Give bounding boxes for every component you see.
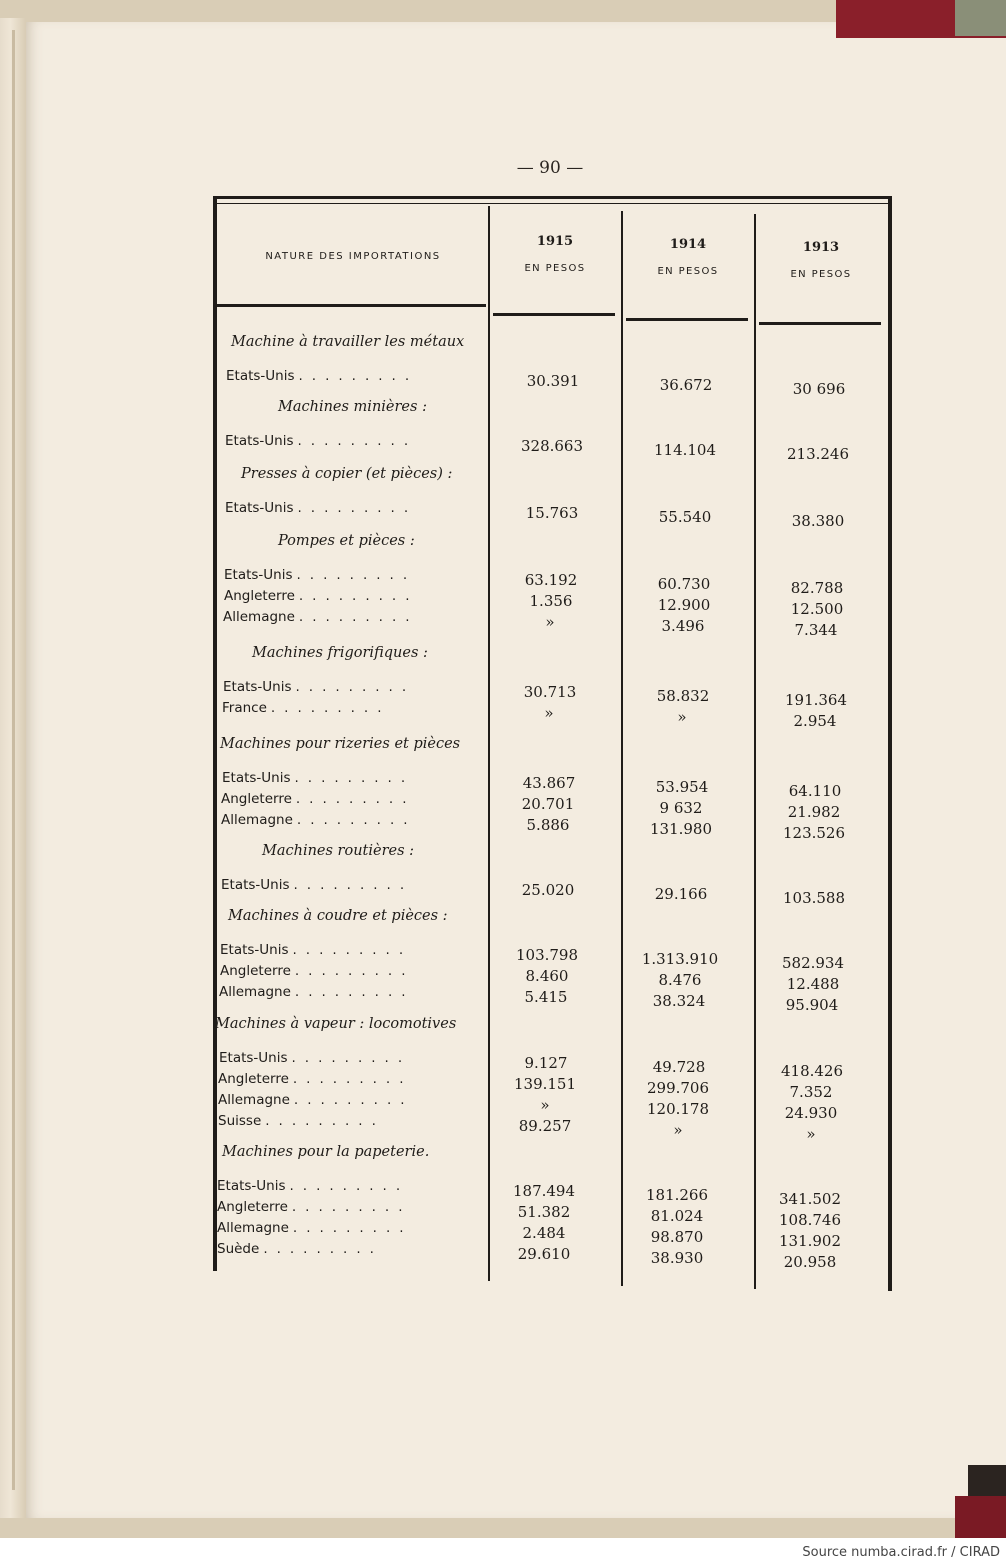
header-col-1915 — [490, 234, 620, 274]
section-title: Machines pour la papeterie. — [222, 1144, 430, 1160]
source-credit: Source numba.cirad.fr / CIRAD — [802, 1545, 1000, 1560]
value-1913: 103.588 — [782, 889, 846, 907]
country-name: Etats-Unis — [222, 770, 291, 786]
header-col-1914 — [623, 237, 753, 277]
country-name: Allemagne — [218, 1092, 290, 1108]
header-bottom-rule — [216, 304, 486, 307]
section-title: Machines minières : — [278, 399, 427, 415]
country-cell — [226, 368, 496, 384]
value-1915: 5.886 — [526, 816, 570, 834]
country-name: Angleterre — [224, 588, 295, 604]
value-1914: 36.672 — [659, 376, 713, 394]
country-cell — [222, 700, 492, 716]
value-1914: » — [677, 708, 687, 726]
value-1913: 418.426 — [780, 1062, 844, 1080]
value-1915: 30.713 — [523, 683, 577, 701]
value-1914: 3.496 — [661, 617, 705, 635]
country-cell — [221, 812, 491, 828]
leader-dots: ......... — [296, 812, 417, 828]
section-title: Machines frigorifiques : — [252, 645, 428, 661]
table-top-rule-inner — [216, 203, 892, 204]
leader-dots: ......... — [263, 1241, 383, 1257]
leader-dots: ......... — [265, 1113, 385, 1129]
leader-dots: ......... — [295, 679, 416, 695]
value-1913: 7.352 — [789, 1083, 833, 1101]
value-1913: 24.930 — [784, 1104, 838, 1122]
country-cell — [217, 1178, 487, 1194]
value-1913: 30 696 — [792, 380, 846, 398]
value-1915: 43.867 — [522, 774, 576, 792]
leader-dots: ......... — [292, 1071, 413, 1087]
value-1913: 2.954 — [793, 712, 837, 730]
country-cell — [220, 963, 490, 979]
header-year-1914: 1914 — [669, 237, 707, 252]
country-cell — [219, 984, 489, 1000]
country-cell — [225, 433, 495, 449]
leader-dots: ......... — [292, 942, 413, 958]
country-name: Allemagne — [223, 609, 295, 625]
country-cell — [219, 1050, 489, 1066]
leader-dots: ......... — [270, 700, 391, 716]
value-1915: 30.391 — [526, 372, 580, 390]
value-1913: 191.364 — [784, 691, 848, 709]
value-1915: 139.151 — [513, 1075, 577, 1093]
country-cell — [225, 500, 495, 516]
value-1913: 341.502 — [778, 1190, 842, 1208]
value-1914: 12.900 — [657, 596, 711, 614]
header-year-1915: 1915 — [536, 234, 574, 249]
leader-dots: ......... — [297, 500, 418, 516]
table-top-rule — [216, 196, 892, 199]
section-title: Machine à travailler les métaux — [231, 334, 465, 350]
value-1914: 114.104 — [653, 441, 717, 459]
value-1915: 328.663 — [520, 437, 584, 455]
value-1913: 20.958 — [783, 1253, 837, 1271]
header-unit-1913: EN PESOS — [790, 269, 852, 280]
country-name: Allemagne — [221, 812, 293, 828]
country-name: Etats-Unis — [226, 368, 295, 384]
leader-dots: ......... — [296, 567, 417, 583]
page-number: — 90 — — [516, 158, 584, 178]
value-1913: » — [806, 1125, 816, 1143]
leader-dots: ......... — [291, 1199, 412, 1215]
value-1913: 131.902 — [778, 1232, 842, 1250]
leader-dots: ......... — [293, 1092, 414, 1108]
value-1914: 29.166 — [654, 885, 708, 903]
value-1915: 51.382 — [517, 1203, 571, 1221]
value-1915: 63.192 — [524, 571, 578, 589]
value-1914: 49.728 — [652, 1058, 706, 1076]
value-1915: » — [545, 613, 555, 631]
value-1914: 58.832 — [656, 687, 710, 705]
value-1915: 8.460 — [525, 967, 569, 985]
table-right-border — [888, 196, 892, 1291]
leader-dots: ......... — [293, 877, 414, 893]
value-1913: 38.380 — [791, 512, 845, 530]
value-1914: 299.706 — [646, 1079, 710, 1097]
value-1914: 81.024 — [650, 1207, 704, 1225]
country-name: Angleterre — [220, 963, 291, 979]
country-name: Angleterre — [218, 1071, 289, 1087]
value-1913: 7.344 — [794, 621, 838, 639]
leader-dots: ......... — [289, 1178, 410, 1194]
country-name: Etats-Unis — [223, 679, 292, 695]
value-1914: » — [673, 1121, 683, 1139]
value-1913: 82.788 — [790, 579, 844, 597]
country-cell — [218, 1071, 488, 1087]
header-year-1913: 1913 — [802, 240, 840, 255]
value-1914: 181.266 — [645, 1186, 709, 1204]
country-name: Angleterre — [221, 791, 292, 807]
value-1914: 120.178 — [646, 1100, 710, 1118]
section-title: Machines à vapeur : locomotives — [215, 1016, 457, 1032]
country-name: Etats-Unis — [221, 877, 290, 893]
value-1913: 582.934 — [781, 954, 845, 972]
leader-dots: ......... — [297, 433, 418, 449]
value-1913: 12.488 — [786, 975, 840, 993]
country-cell — [224, 588, 494, 604]
value-1915: 1.356 — [529, 592, 573, 610]
country-cell — [218, 1113, 488, 1129]
leader-dots: ......... — [298, 368, 419, 384]
country-name: Angleterre — [217, 1199, 288, 1215]
leader-dots: ......... — [294, 984, 415, 1000]
value-1914: 38.930 — [650, 1249, 704, 1267]
value-1915: 5.415 — [524, 988, 568, 1006]
country-name: France — [222, 700, 267, 716]
value-1915: 2.484 — [522, 1224, 566, 1242]
value-1913: 213.246 — [786, 445, 850, 463]
table-left-border — [213, 196, 217, 1271]
country-cell — [221, 877, 491, 893]
section-title: Machines pour rizeries et pièces — [220, 736, 461, 752]
value-1914: 131.980 — [649, 820, 713, 838]
country-cell — [220, 942, 490, 958]
section-title: Pompes et pièces : — [278, 533, 415, 549]
section-title: Machines à coudre et pièces : — [228, 908, 448, 924]
section-title: Machines routières : — [262, 843, 415, 859]
page-gutter-line — [12, 30, 15, 1490]
value-1915: 15.763 — [525, 504, 579, 522]
country-name: Etats-Unis — [217, 1178, 286, 1194]
value-1915: 89.257 — [518, 1117, 572, 1135]
country-cell — [217, 1241, 487, 1257]
leader-dots: ......... — [298, 588, 419, 604]
country-cell — [224, 567, 494, 583]
section-title: Presses à copier (et pièces) : — [241, 466, 453, 482]
value-1913: 64.110 — [788, 782, 842, 800]
import-table — [188, 196, 894, 1296]
country-name: Etats-Unis — [219, 1050, 288, 1066]
country-cell — [218, 1092, 488, 1108]
binding-corner-bottom — [955, 1496, 1006, 1538]
country-name: Etats-Unis — [220, 942, 289, 958]
value-1915: 29.610 — [517, 1245, 571, 1263]
country-name: Etats-Unis — [225, 500, 294, 516]
value-1915: 103.798 — [515, 946, 579, 964]
header-bottom-rule-1914 — [626, 318, 748, 321]
country-cell — [222, 770, 492, 786]
header-bottom-rule-1913 — [759, 322, 881, 325]
country-name: Etats-Unis — [225, 433, 294, 449]
country-name: Allemagne — [217, 1220, 289, 1236]
value-1915: 20.701 — [521, 795, 575, 813]
value-1914: 8.476 — [658, 971, 702, 989]
ribbon-corner-top — [955, 0, 1006, 36]
country-name: Etats-Unis — [224, 567, 293, 583]
value-1915: 25.020 — [521, 881, 575, 899]
country-cell — [221, 791, 491, 807]
leader-dots: ......... — [292, 1220, 413, 1236]
value-1915: 187.494 — [512, 1182, 576, 1200]
value-1914: 60.730 — [657, 575, 711, 593]
leader-dots: ......... — [291, 1050, 412, 1066]
value-1915: » — [544, 704, 554, 722]
country-name: Allemagne — [219, 984, 291, 1000]
leader-dots: ......... — [294, 963, 415, 979]
country-cell — [217, 1220, 487, 1236]
value-1913: 12.500 — [790, 600, 844, 618]
leader-dots: ......... — [298, 609, 419, 625]
value-1915: 9.127 — [524, 1054, 568, 1072]
country-cell — [217, 1199, 487, 1215]
value-1914: 1.313.910 — [641, 950, 719, 968]
leader-dots: ......... — [294, 770, 415, 786]
header-unit-1914: EN PESOS — [657, 266, 719, 277]
value-1913: 95.904 — [785, 996, 839, 1014]
country-name: Suède — [217, 1241, 260, 1257]
header-col-1913 — [756, 240, 886, 280]
value-1913: 21.982 — [787, 803, 841, 821]
value-1914: 9 632 — [659, 799, 703, 817]
value-1914: 98.870 — [650, 1228, 704, 1246]
value-1914: 53.954 — [655, 778, 709, 796]
value-1915: » — [540, 1096, 550, 1114]
header-nature-label: NATURE DES IMPORTATIONS — [265, 251, 441, 262]
value-1914: 55.540 — [658, 508, 712, 526]
header-bottom-rule-1915 — [493, 313, 615, 316]
value-1913: 108.746 — [778, 1211, 842, 1229]
leader-dots: ......... — [295, 791, 416, 807]
value-1913: 123.526 — [782, 824, 846, 842]
header-unit-1915: EN PESOS — [524, 263, 586, 274]
value-1914: 38.324 — [652, 992, 706, 1010]
country-name: Suisse — [218, 1113, 262, 1129]
country-cell — [223, 679, 493, 695]
country-cell — [223, 609, 493, 625]
